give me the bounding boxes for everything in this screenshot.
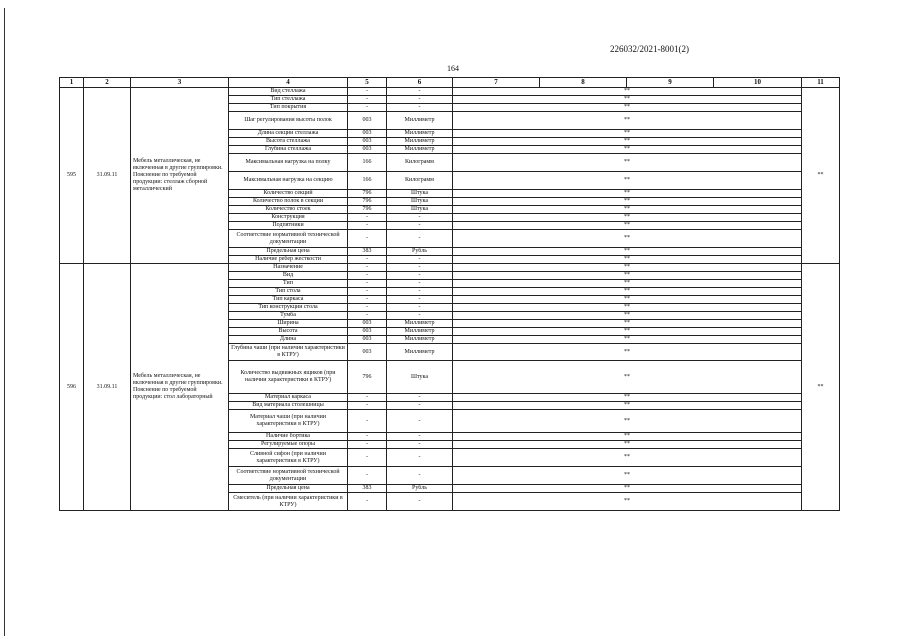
characteristic-name: Количество выдвижных ящиков (при наличии характеристики в КТРУ) bbox=[229, 361, 348, 394]
unit-name: - bbox=[387, 104, 453, 112]
unit-code: - bbox=[348, 312, 387, 320]
characteristic-name: Наличие бортика bbox=[229, 433, 348, 441]
unit-name: Штука bbox=[387, 198, 453, 206]
characteristic-value: ** bbox=[453, 130, 802, 138]
unit-name: Штука bbox=[387, 206, 453, 214]
unit-name: - bbox=[387, 272, 453, 280]
characteristic-value: ** bbox=[453, 248, 802, 256]
characteristic-value: ** bbox=[453, 146, 802, 154]
characteristic-name: Сливной сифон (при наличии характеристики в КТРУ) bbox=[229, 449, 348, 467]
unit-name: Миллиметр bbox=[387, 344, 453, 361]
col-header: 7 bbox=[453, 78, 540, 88]
characteristic-value: ** bbox=[453, 328, 802, 336]
unit-code: - bbox=[348, 230, 387, 248]
characteristic-name: Высота стеллажа bbox=[229, 138, 348, 146]
characteristic-value: ** bbox=[453, 112, 802, 130]
col-header: 3 bbox=[131, 78, 229, 88]
unit-name: Миллиметр bbox=[387, 138, 453, 146]
unit-code: 383 bbox=[348, 485, 387, 493]
characteristic-value: ** bbox=[453, 296, 802, 304]
unit-name: - bbox=[387, 280, 453, 288]
unit-code: 383 bbox=[348, 248, 387, 256]
unit-name: - bbox=[387, 296, 453, 304]
scan-edge-line bbox=[4, 8, 5, 636]
unit-name: Рубль bbox=[387, 248, 453, 256]
characteristic-name: Материал чаши (при наличии характеристики в КТРУ) bbox=[229, 410, 348, 433]
unit-code: 003 bbox=[348, 130, 387, 138]
characteristic-name: Количество полок в секции bbox=[229, 198, 348, 206]
characteristic-value: ** bbox=[453, 264, 802, 272]
characteristic-value: ** bbox=[453, 222, 802, 230]
unit-code: 003 bbox=[348, 320, 387, 328]
unit-code: - bbox=[348, 256, 387, 264]
unit-name: - bbox=[387, 449, 453, 467]
unit-code: - bbox=[348, 441, 387, 449]
unit-name: - bbox=[387, 230, 453, 248]
unit-code: 003 bbox=[348, 146, 387, 154]
characteristic-value: ** bbox=[453, 449, 802, 467]
characteristic-value: ** bbox=[453, 138, 802, 146]
unit-code: - bbox=[348, 410, 387, 433]
characteristic-value: ** bbox=[453, 198, 802, 206]
okpd-code: 31.09.11 bbox=[84, 88, 131, 264]
document-id: 226032/2021-8001(2) bbox=[610, 44, 689, 54]
unit-code: - bbox=[348, 433, 387, 441]
characteristic-value: ** bbox=[453, 441, 802, 449]
unit-code: 003 bbox=[348, 344, 387, 361]
characteristic-value: ** bbox=[453, 214, 802, 222]
characteristic-value: ** bbox=[453, 96, 802, 104]
unit-name: Штука bbox=[387, 361, 453, 394]
table-row bbox=[60, 264, 840, 272]
characteristics-table bbox=[59, 77, 840, 511]
characteristic-value: ** bbox=[453, 493, 802, 511]
unit-code: - bbox=[348, 493, 387, 511]
unit-name: - bbox=[387, 88, 453, 96]
unit-code: - bbox=[348, 296, 387, 304]
unit-name: Штука bbox=[387, 190, 453, 198]
characteristic-name: Соответствие нормативной технической документации bbox=[229, 230, 348, 248]
unit-name: - bbox=[387, 288, 453, 296]
characteristic-value: ** bbox=[453, 272, 802, 280]
characteristic-value: ** bbox=[453, 433, 802, 441]
item-description: Мебель металлическая, не включенная в другие группировки. Пояснение по требуемой продукции: стеллаж сборной металлический bbox=[131, 88, 229, 264]
col-header: 2 bbox=[84, 78, 131, 88]
header-row bbox=[60, 78, 840, 88]
unit-code: - bbox=[348, 280, 387, 288]
characteristic-value: ** bbox=[453, 402, 802, 410]
characteristic-value: ** bbox=[453, 410, 802, 433]
unit-name: - bbox=[387, 222, 453, 230]
unit-code: 003 bbox=[348, 112, 387, 130]
characteristic-name: Глубина стеллажа bbox=[229, 146, 348, 154]
characteristic-value: ** bbox=[453, 280, 802, 288]
unit-code: 003 bbox=[348, 328, 387, 336]
unit-name: Миллиметр bbox=[387, 328, 453, 336]
characteristic-name: Количество секций bbox=[229, 190, 348, 198]
characteristic-value: ** bbox=[453, 394, 802, 402]
characteristic-name: Вид стеллажа bbox=[229, 88, 348, 96]
unit-code: - bbox=[348, 402, 387, 410]
unit-code: - bbox=[348, 104, 387, 112]
characteristic-name: Тип bbox=[229, 280, 348, 288]
characteristic-value: ** bbox=[453, 256, 802, 264]
col-header: 8 bbox=[540, 78, 627, 88]
unit-name: - bbox=[387, 312, 453, 320]
unit-name: Миллиметр bbox=[387, 112, 453, 130]
characteristic-name: Тумба bbox=[229, 312, 348, 320]
characteristic-name: Соответствие нормативной технической документации bbox=[229, 467, 348, 485]
characteristic-value: ** bbox=[453, 344, 802, 361]
col-header: 6 bbox=[387, 78, 453, 88]
unit-name: - bbox=[387, 467, 453, 485]
unit-code: 796 bbox=[348, 198, 387, 206]
okpd-code: 31.09.11 bbox=[84, 264, 131, 511]
page-number: 164 bbox=[447, 64, 459, 73]
characteristic-value: ** bbox=[453, 154, 802, 172]
characteristic-name: Наличие ребер жесткости bbox=[229, 256, 348, 264]
unit-name: - bbox=[387, 96, 453, 104]
characteristic-value: ** bbox=[453, 336, 802, 344]
characteristic-value: ** bbox=[453, 304, 802, 312]
characteristic-name: Регулируемые опоры bbox=[229, 441, 348, 449]
characteristic-value: ** bbox=[453, 104, 802, 112]
col-header: 5 bbox=[348, 78, 387, 88]
characteristic-value: ** bbox=[453, 288, 802, 296]
unit-name: Килограмм bbox=[387, 154, 453, 172]
col-header: 10 bbox=[714, 78, 802, 88]
characteristic-name: Максимальная нагрузка на полку bbox=[229, 154, 348, 172]
unit-name: - bbox=[387, 264, 453, 272]
unit-name: - bbox=[387, 441, 453, 449]
unit-code: 166 bbox=[348, 172, 387, 190]
characteristic-value: ** bbox=[453, 206, 802, 214]
characteristic-name: Вид bbox=[229, 272, 348, 280]
unit-name: - bbox=[387, 402, 453, 410]
unit-code: - bbox=[348, 449, 387, 467]
characteristic-name: Предельная цена bbox=[229, 485, 348, 493]
characteristic-name: Тип покрытия bbox=[229, 104, 348, 112]
characteristic-name: Шаг регулирования высоты полок bbox=[229, 112, 348, 130]
characteristic-name: Тип каркаса bbox=[229, 296, 348, 304]
characteristic-name: Высота bbox=[229, 328, 348, 336]
unit-name: Миллиметр bbox=[387, 146, 453, 154]
characteristic-name: Длина секции стеллажа bbox=[229, 130, 348, 138]
characteristic-name: Тип стеллажа bbox=[229, 96, 348, 104]
unit-name: Миллиметр bbox=[387, 130, 453, 138]
characteristic-value: ** bbox=[453, 190, 802, 198]
characteristic-name: Количество стоек bbox=[229, 206, 348, 214]
characteristic-value: ** bbox=[453, 361, 802, 394]
characteristic-value: ** bbox=[453, 172, 802, 190]
col-header: 4 bbox=[229, 78, 348, 88]
characteristic-value: ** bbox=[453, 312, 802, 320]
unit-name: Рубль bbox=[387, 485, 453, 493]
unit-name: - bbox=[387, 433, 453, 441]
unit-code: - bbox=[348, 214, 387, 222]
item-description: Мебель металлическая, не включенная в другие группировки. Пояснение по требуемой продукции: стол лабораторный bbox=[131, 264, 229, 511]
unit-code: - bbox=[348, 96, 387, 104]
unit-name: - bbox=[387, 410, 453, 433]
characteristic-name: Назначение bbox=[229, 264, 348, 272]
row-number: 596 bbox=[60, 264, 84, 511]
col-header: 11 bbox=[802, 78, 840, 88]
characteristic-name: Вид материала столешницы bbox=[229, 402, 348, 410]
unit-code: - bbox=[348, 467, 387, 485]
table-row bbox=[60, 88, 840, 96]
unit-code: - bbox=[348, 304, 387, 312]
unit-code: 166 bbox=[348, 154, 387, 172]
characteristic-value: ** bbox=[453, 467, 802, 485]
unit-code: - bbox=[348, 222, 387, 230]
unit-name: Миллиметр bbox=[387, 320, 453, 328]
unit-name: - bbox=[387, 304, 453, 312]
unit-name: - bbox=[387, 214, 453, 222]
characteristic-name: Конструкция bbox=[229, 214, 348, 222]
unit-name: Килограмм bbox=[387, 172, 453, 190]
unit-code: 003 bbox=[348, 138, 387, 146]
characteristic-value: ** bbox=[453, 485, 802, 493]
characteristic-name: Длина bbox=[229, 336, 348, 344]
extra-mark: ** bbox=[802, 88, 840, 264]
unit-code: - bbox=[348, 288, 387, 296]
characteristic-name: Материал каркаса bbox=[229, 394, 348, 402]
characteristic-name: Глубина чаши (при наличии характеристики в КТРУ) bbox=[229, 344, 348, 361]
unit-code: - bbox=[348, 394, 387, 402]
row-number: 595 bbox=[60, 88, 84, 264]
unit-name: - bbox=[387, 493, 453, 511]
characteristic-value: ** bbox=[453, 230, 802, 248]
unit-code: - bbox=[348, 264, 387, 272]
characteristic-name: Подпятники bbox=[229, 222, 348, 230]
characteristic-name: Ширина bbox=[229, 320, 348, 328]
col-header: 1 bbox=[60, 78, 84, 88]
unit-code: 796 bbox=[348, 206, 387, 214]
characteristic-name: Смеситель (при наличии характеристики в КТРУ) bbox=[229, 493, 348, 511]
extra-mark: ** bbox=[802, 264, 840, 511]
col-header: 9 bbox=[627, 78, 714, 88]
unit-code: - bbox=[348, 272, 387, 280]
unit-code: 796 bbox=[348, 361, 387, 394]
characteristic-name: Максимальная нагрузка на секцию bbox=[229, 172, 348, 190]
characteristic-value: ** bbox=[453, 320, 802, 328]
unit-name: Миллиметр bbox=[387, 336, 453, 344]
unit-name: - bbox=[387, 256, 453, 264]
characteristic-value: ** bbox=[453, 88, 802, 96]
unit-code: 796 bbox=[348, 190, 387, 198]
unit-code: - bbox=[348, 88, 387, 96]
characteristic-name: Тип стола bbox=[229, 288, 348, 296]
characteristic-name: Тип конструкции стола bbox=[229, 304, 348, 312]
characteristic-name: Предельная цена bbox=[229, 248, 348, 256]
unit-code: 003 bbox=[348, 336, 387, 344]
unit-name: - bbox=[387, 394, 453, 402]
